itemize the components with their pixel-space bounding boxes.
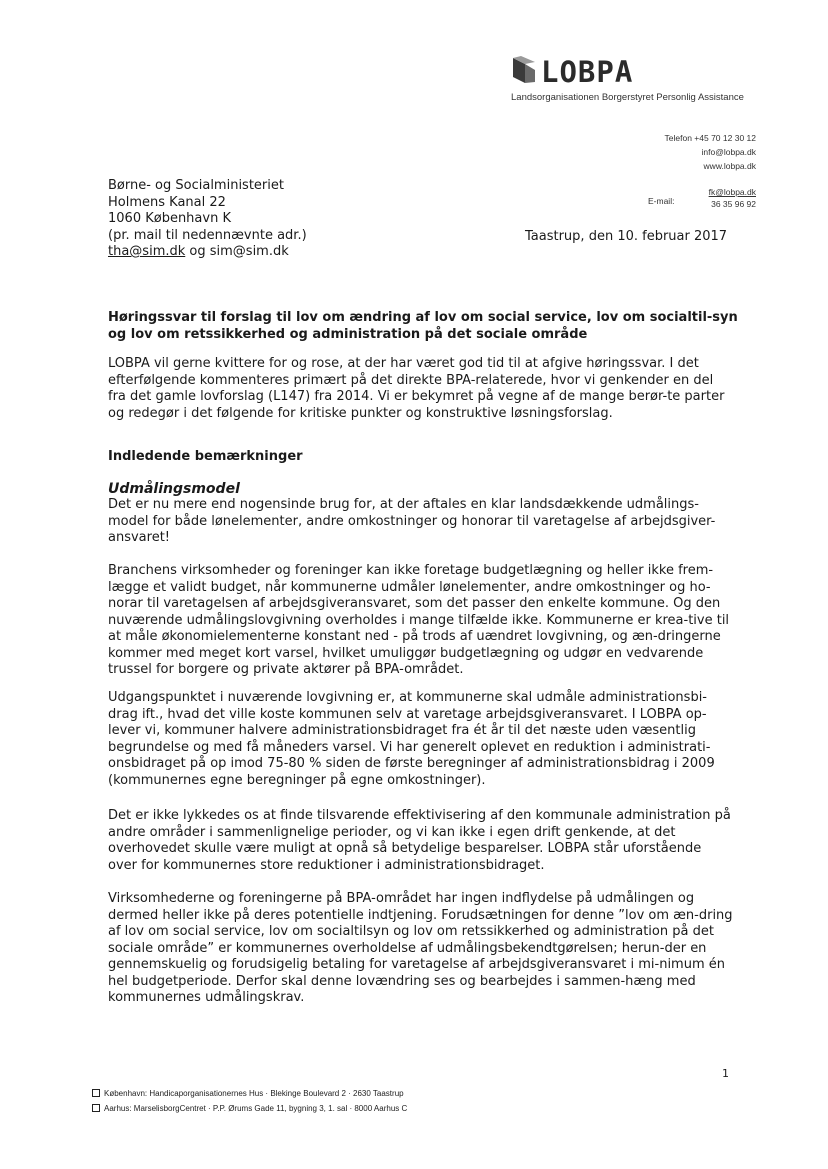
subsection-title: Udmålingsmodel (108, 481, 240, 497)
contact-block (665, 131, 756, 173)
recipient-address (108, 178, 307, 261)
footer-line-1 (92, 1089, 404, 1098)
paragraph-5 (108, 891, 733, 1007)
paragraph-4-text: Det er ikke lykkedes os at finde tilsvarende effektivisering af den kommunale administration på andre områder i sammenlignelige perioder, og vi kan ikke i egen drift genkende, at det overhovedet skulle være muligt at opnå så betydelige besparelser. LOBPA står uforstående over for kommunernes store reduktioner i administrationsbidraget. (108, 808, 731, 873)
paragraph-1-text: Det er nu mere end nogensinde brug for, at der aftales en klar landsdækkende udmålings-model for både lønelementer, andre omkostninger og honorar til varetagelse af arbejdsgiver-ansvaret! (108, 497, 716, 545)
paragraph-3 (108, 690, 733, 789)
paragraph-2 (108, 563, 733, 679)
checkbox-square-icon (92, 1089, 100, 1097)
recipient-emails (108, 244, 307, 261)
contact-web-line: www.lobpa.dk (703, 161, 756, 171)
paragraph-2-text: Branchens virksomheder og foreninger kan ikke foretage budgetlægning og heller ikke frem-lægge et validt budget, når kommunerne udmåler lønelementer, andre omkostninger og ho-norar til varetagelsen af arbejdsgiveransvaret, som det passer den enkelte kommune. Og den nuværende udmålingslovgivning overholdes i mange tilfælde ikke. Kommunerne er krea-tive til at måle økonomielementerne konstant ned - på trods af uændret lovgivning, og æn-dringerne kommer med meget kort varsel, hvilket umuliggør budgetlægning og udgør en vedvarende trussel for borgere og private aktører på BPA-området. (108, 563, 730, 677)
intro-paragraph (108, 356, 733, 422)
lobpa-logo-icon (511, 56, 537, 88)
person-phone: 36 35 96 92 (711, 199, 756, 209)
page-number: 1 (722, 1067, 729, 1080)
paragraph-4 (108, 808, 733, 874)
letterhead-logo (511, 56, 761, 103)
org-name: Landsorganisationen Borgerstyret Personlig Assistance (511, 92, 744, 103)
person-email[interactable]: fk@lobpa.dk (708, 187, 756, 197)
recipient-line-3: 1060 København K (108, 211, 231, 226)
email-label: E-mail: (648, 196, 675, 206)
contact-phone-line: Telefon +45 70 12 30 12 (664, 133, 756, 143)
footer-line-2 (92, 1104, 407, 1113)
checkbox-square-icon (92, 1104, 100, 1112)
paragraph-5-text: Virksomhederne og foreningerne på BPA-området har ingen indflydelse på udmålingen og dermed heller ikke på deres potentielle indtjening. Forudsætningen for denne ”lov om æn-dring af lov om social service, lov om socialtilsyn og lov om retssikkerhed og administration på det sociale område” er kommunernes overholdelse af udmålingsbekendtgørelsen; herun-der en gennemskuelig og forudsigelig betaling for varetagelse af arbejdsgiveransvaret i mi-nimum én hel budgetperiode. Derfor skal denne lovændring ses og bearbejdes i sammen-hæng med kommunernes udmålingskrav. (108, 891, 733, 1005)
paragraph-3-text: Udgangspunktet i nuværende lovgivning er, at kommunerne skal udmåle administrationsbi-drag ift., hvad det ville koste kommunen selv at varetage arbejdsgiveransvaret. I LOBPA op-lever vi, kommuner halvere administrationsbidraget fra ét år til det næste uden væsentlig begrundelse og med få måneders varsel. Vi har generelt oplevet en reduktion i administrati-onsbidraget på op imod 75-80 % siden de første beregninger af administrationsbidrag i 2009 (kommunernes egne beregninger på egne omkostninger). (108, 690, 715, 788)
recipient-line-1: Børne- og Socialministeriet (108, 178, 284, 193)
recipient-email-1[interactable]: tha@sim.dk (108, 244, 186, 259)
email-joiner: og (185, 244, 210, 259)
recipient-line-2: Holmens Kanal 22 (108, 194, 226, 210)
intro-text: LOBPA vil gerne kvittere for og rose, at der har været god tid til at afgive høringssvar. I det efterfølgende kommenteres primært på det direkte BPA-relaterede, hvor vi genkender en del fra det gamle lovforslag (L147) fra 2014. Vi er bekymret på vegne af de mange berør-te parter og redegør i det følgende for kritiske punkter og konstruktive løsningsforslag. (108, 356, 725, 421)
paragraph-1 (108, 497, 733, 547)
letter-date: Taastrup, den 10. februar 2017 (525, 229, 728, 244)
recipient-line-4: (pr. mail til nedennævnte adr.) (108, 227, 307, 243)
footer-copenhagen: København: Handicaporganisationernes Hus · Blekinge Boulevard 2 · 2630 Taastrup (104, 1089, 404, 1098)
person-contact (709, 186, 756, 210)
section-title: Indledende bemærkninger (108, 449, 303, 464)
logo-wordmark: LOBPA (541, 55, 634, 89)
footer-aarhus: Aarhus: MarselisborgCentret · P.P. Ørums Gade 11, bygning 3, 1. sal · 8000 Aarhus C (104, 1104, 408, 1113)
letter-heading: Høringssvar til forslag til lov om ændring af lov om social service, lov om socialtil-syn og lov om retssikkerhed og administration på det sociale område (108, 310, 738, 342)
recipient-email-2[interactable]: sim@sim.dk (209, 244, 289, 259)
contact-email-line: info@lobpa.dk (701, 147, 756, 157)
